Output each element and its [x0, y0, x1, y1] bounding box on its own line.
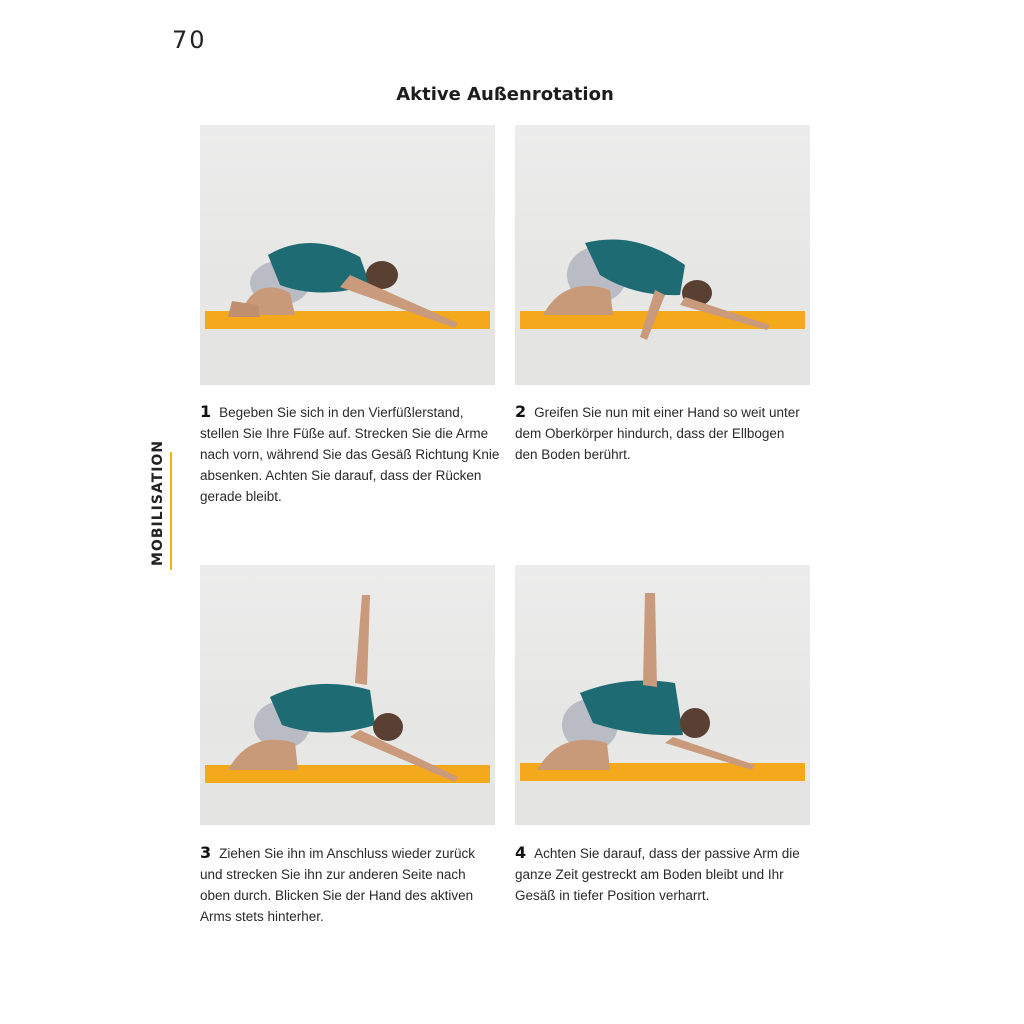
exercise-photo-step-3 [200, 565, 495, 825]
step-caption-4 [515, 842, 810, 906]
page-number: 70 [172, 26, 207, 54]
section-label-text: MOBILISATION [150, 439, 166, 566]
step-number-3: 3 [200, 843, 212, 862]
step-number-1: 1 [200, 402, 212, 421]
exercise-photo-step-4 [515, 565, 810, 825]
step-number-4: 4 [515, 843, 527, 862]
step-caption-1 [200, 401, 500, 507]
step-text-4: Achten Sie darauf, dass der passive Arm die ganze Zeit gestreckt am Boden bleibt und Ihr Gesäß in tiefer Position verharrt. [515, 846, 800, 903]
step-text-3: Ziehen Sie ihn im Anschluss wieder zurück und strecken Sie ihn zur anderen Seite nach oben durch. Blicken Sie der Hand des aktiven Arms stets hinterher. [200, 846, 476, 924]
exercise-photo-step-1 [200, 125, 495, 385]
accent-bar [170, 452, 172, 570]
step-text-1: Begeben Sie sich in den Vierfüßlerstand, stellen Sie Ihre Füße auf. Strecken Sie die Arme nach vorn, während Sie das Gesäß Richtung Knie absenken. Achten Sie darauf, dass der Rücken gerade bleibt. [200, 405, 500, 504]
step-caption-3 [200, 842, 495, 927]
page-title: Aktive Außenrotation [396, 84, 614, 105]
exercise-photo-step-2 [515, 125, 810, 385]
step-number-2: 2 [515, 402, 527, 421]
section-side-label [136, 439, 186, 572]
step-text-2: Greifen Sie nun mit einer Hand so weit unter dem Oberkörper hindurch, dass der Ellbogen den Boden berührt. [515, 405, 800, 462]
step-caption-2 [515, 401, 805, 465]
